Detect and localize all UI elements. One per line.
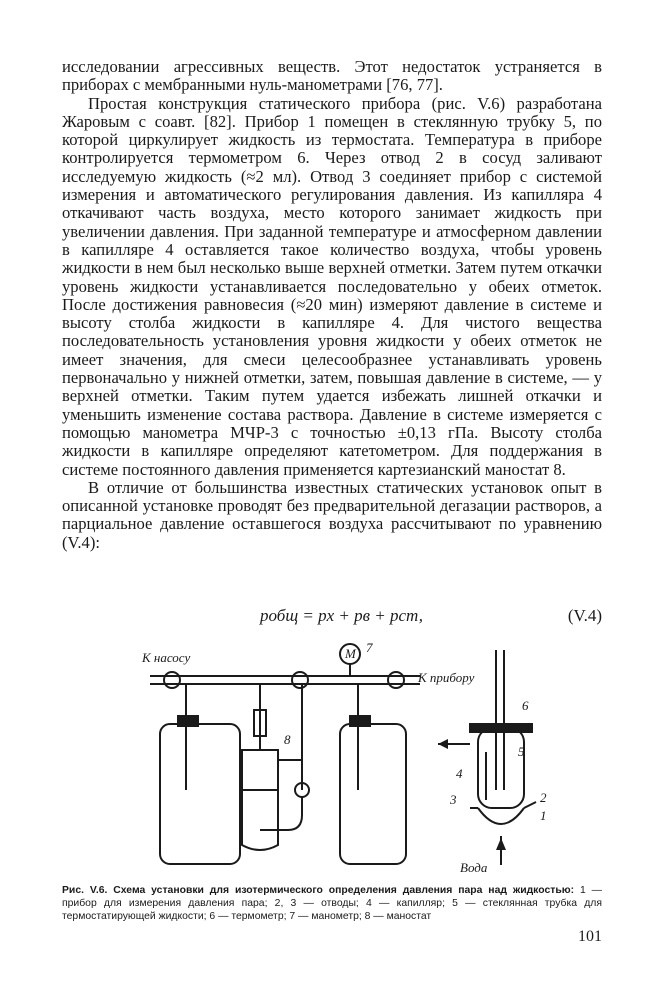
- caption-title: Рис. V.6. Схема установки для изотермического определения давления пара над жидкостью:: [62, 885, 575, 896]
- outflow-arrowhead: [438, 739, 448, 749]
- equation-v4: [62, 606, 602, 630]
- paragraph-1: исследовании агрессивных веществ. Этот недостаток устраняется в приборах с мембранными нуль-манометрами [76, 77].: [62, 57, 602, 95]
- right-flask-stopper: [350, 716, 370, 726]
- right-flask: [340, 724, 406, 864]
- label-8: 8: [284, 732, 291, 747]
- to-device-label: К прибору: [418, 670, 475, 685]
- manostat-vessel: [242, 750, 278, 850]
- water-label: Вода: [460, 860, 488, 875]
- left-flask-stopper: [178, 716, 198, 726]
- to-pump-label: К насосу: [142, 650, 191, 665]
- device-bottom: [478, 808, 524, 824]
- manometer-symbol: М: [345, 646, 356, 661]
- manostat-bottom-loop: [260, 797, 302, 830]
- inflow-arrowhead: [496, 838, 506, 850]
- caption-legend: 1 — прибор для измерения давления пара; 2, 3 — отводы; 4 — капилляр; 5 — стеклянная трубка для термостатирующей жидкости; 6 — термометр; 7 — манометр; 8 — маностат: [62, 885, 603, 922]
- right-valve: [388, 672, 404, 688]
- body-text: [62, 58, 602, 552]
- label-5: 5: [518, 744, 525, 759]
- paragraph-3: В отличие от большинства известных статических установок опыт в описанной установке проводят без предварительной дегазации растворов, а парциальное давление оставшегося воздуха рассчитывают по уравнению (V.4):: [62, 477, 602, 552]
- label-4: 4: [456, 766, 463, 781]
- label-6: 6: [522, 698, 529, 713]
- page-number: 101: [578, 928, 602, 945]
- label-3: 3: [450, 792, 457, 807]
- left-flask: [160, 724, 240, 864]
- equation-body: pобщ = px + pв + pст,: [260, 606, 423, 625]
- equation-number: (V.4): [567, 606, 602, 625]
- label-2: 2: [540, 790, 547, 805]
- paragraph-2: Простая конструкция статического прибора (рис. V.6) разработана Жаровым с соавт. [82]. Прибор 1 помещен в стеклянную трубку 5, по которой циркулирует жидкость из термостата. Температура в приборе контролируется термометром 6. Через отвод 2 в сосуд заливают исследуемую жидкость (≈2 мл). Отвод 3 соединяет прибор с системой измерения и автоматического регулирования давления. Из капилляра 4 откачивают часть воздуха, место которого занимает жидкость при увеличении давления. При заданной температуре и атмосферном давлении в капилляре 4 оставляется такое количество воздуха, чтобы уровень жидкости в нем был несколько выше верхней отметки. Затем путем откачки уровень жидкости устанавливается последовательно у обеих отметок. После достижения равновесия (≈20 мин) измеряют давление в системе и высоту столба жидкости в капилляре 4. Для чистого вещества последовательность установления уровня жидкости у обеих отметок не имеет значения, для смеси целесообразнее устанавливать уровень первоначально у нижней отметки, затем, повышая давление в системе, — у верхней отметки. Таким путем удается избежать лишней откачки и уменьшить изменение состава раствора. Давление в системе измеряется с помощью манометра МЧР-3 с точностью ±0,13 гПа. Высоту столба жидкости в капилляре определяют катетометром. Для поддержания в системе постоянного давления применяется картезианский маностат 8.: [62, 93, 602, 479]
- left-valve: [164, 672, 180, 688]
- label-1: 1: [540, 808, 547, 823]
- figure-caption: [62, 884, 602, 923]
- figure-v6: [120, 640, 620, 880]
- label-7: 7: [366, 640, 373, 655]
- center-valve: [292, 672, 308, 688]
- device-glass-tube: [478, 728, 524, 808]
- side-arm-2: [524, 802, 536, 808]
- device-stopper: [470, 724, 532, 732]
- apparatus-diagram: [120, 640, 620, 880]
